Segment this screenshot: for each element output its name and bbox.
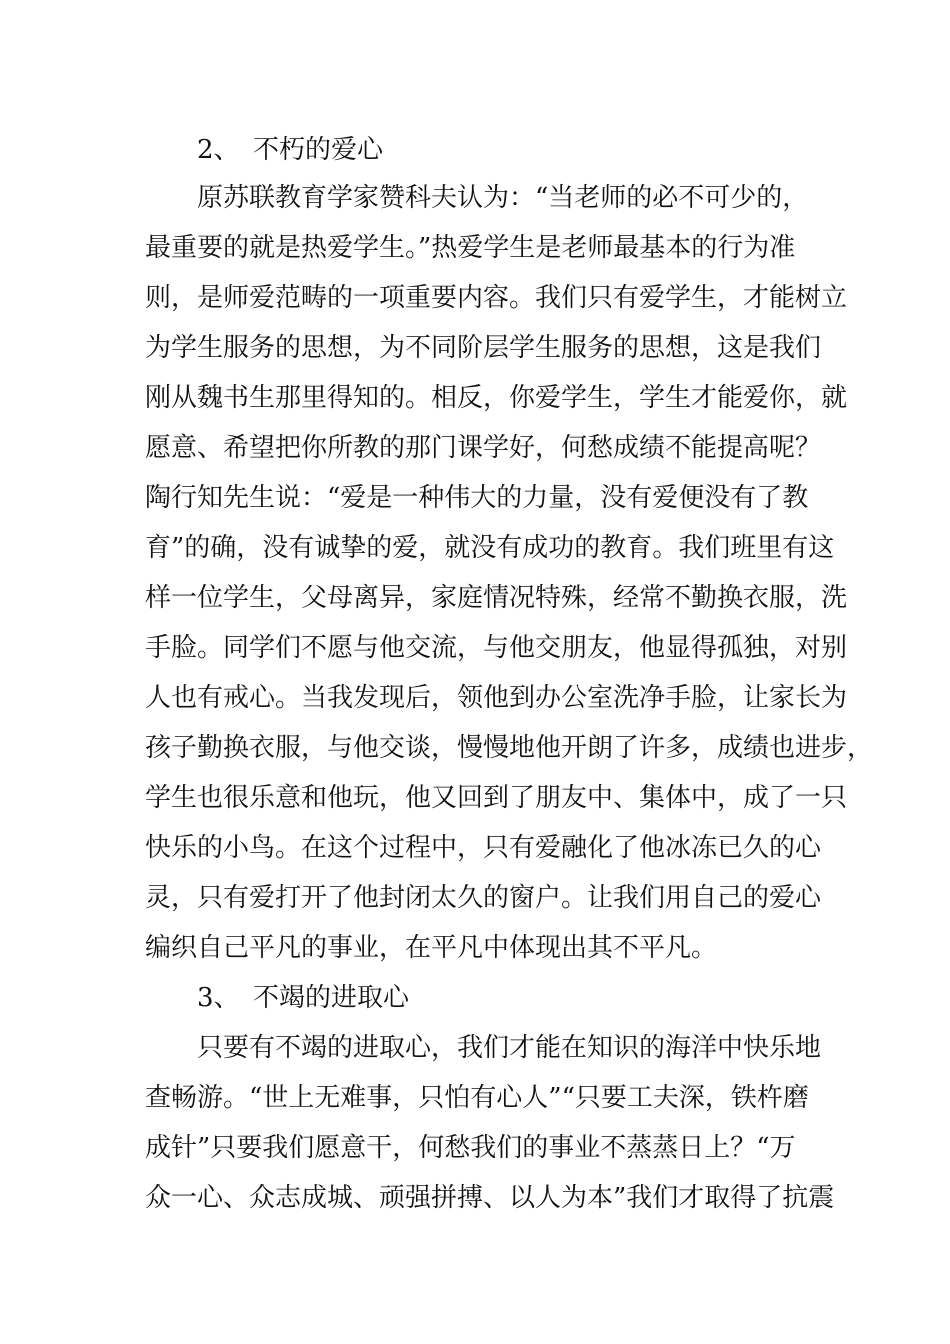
paragraph-line: 愿意、希望把你所教的那门课学好，何愁成绩不能提高呢？	[145, 433, 822, 463]
paragraph-line: 陶行知先生说：“爱是一种伟大的力量，没有爱便没有了教	[145, 483, 809, 513]
paragraph-line: 育”的确，没有诚挚的爱，就没有成功的教育。我们班里有这	[145, 533, 835, 563]
paragraph-line: 最重要的就是热爱学生。”热爱学生是老师最基本的行为准	[145, 233, 796, 263]
section-title: 不竭的进取心	[253, 983, 410, 1013]
paragraph-line: 众一心、众志成城、顽强拼搏、以人为本”我们才取得了抗震	[145, 1183, 835, 1213]
paragraph-line: 刚从魏书生那里得知的。相反，你爱学生，学生才能爱你，就	[145, 383, 848, 413]
paragraph-line: 查畅游。“世上无难事，只怕有心人”“只要工夫深，铁杵磨	[145, 1083, 809, 1113]
paragraph-line: 人也有戒心。当我发现后，领他到办公室洗净手脸，让家长为	[145, 683, 848, 713]
paragraph-line: 为学生服务的思想，为不同阶层学生服务的思想，这是我们	[145, 333, 822, 363]
paragraph-line: 样一位学生，父母离异，家庭情况特殊，经常不勤换衣服，洗	[145, 583, 848, 613]
section-title: 不朽的爱心	[253, 135, 384, 165]
paragraph-line: 则，是师爱范畴的一项重要内容。我们只有爱学生，才能树立	[145, 283, 848, 313]
section-number: 2、	[197, 135, 240, 165]
paragraph-line: 编织自己平凡的事业，在平凡中体现出其不平凡。	[145, 933, 718, 963]
paragraph-line: 只要有不竭的进取心，我们才能在知识的海洋中快乐地	[197, 1033, 822, 1063]
paragraph-line: 手脸。同学们不愿与他交流，与他交朋友，他显得孤独，对别	[145, 633, 848, 663]
section-heading	[197, 132, 887, 168]
paragraph-line: 快乐的小鸟。在这个过程中，只有爱融化了他冰冻已久的心	[145, 833, 822, 863]
section-number: 3、	[197, 983, 240, 1013]
paragraph-line: 学生也很乐意和他玩，他又回到了朋友中、集体中，成了一只	[145, 783, 848, 813]
section-heading	[197, 980, 887, 1016]
paragraph-line: 原苏联教育学家赞科夫认为：“当老师的必不可少的，	[197, 183, 809, 213]
paragraph-line: 灵，只有爱打开了他封闭太久的窗户。让我们用自己的爱心	[145, 883, 822, 913]
paragraph-line: 成针”只要我们愿意干，何愁我们的事业不蒸蒸日上？“万	[145, 1133, 796, 1163]
paragraph-line: 孩子勤换衣服，与他交谈，慢慢地他开朗了许多，成绩也进步，	[145, 733, 874, 763]
